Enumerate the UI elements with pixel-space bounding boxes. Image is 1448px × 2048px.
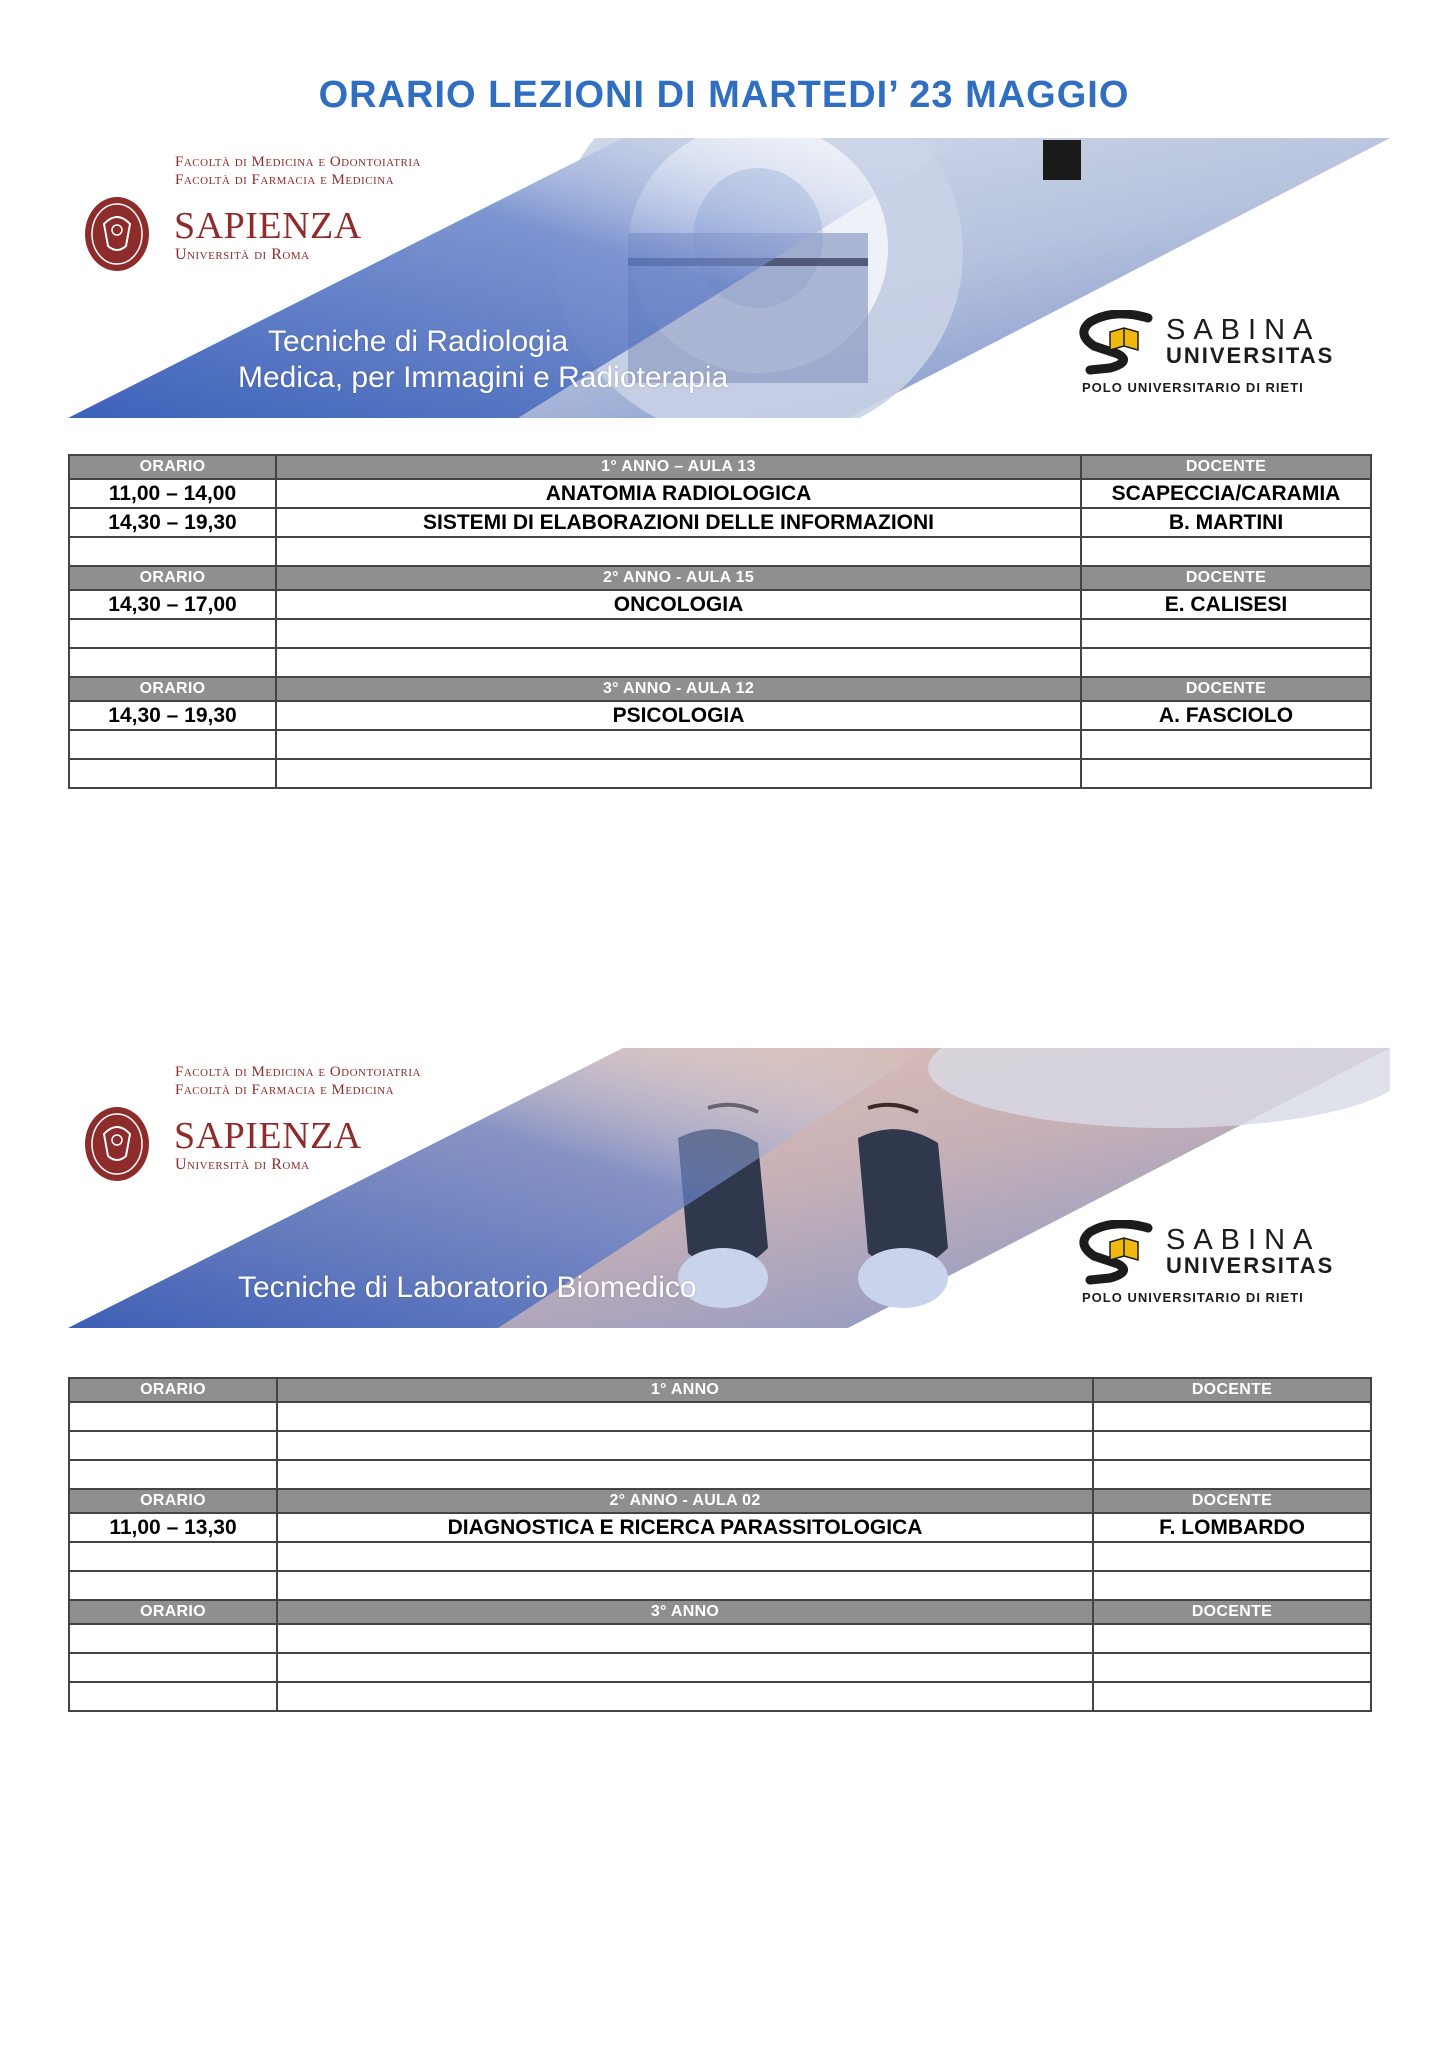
banner-radiologia	[68, 138, 1390, 418]
cell-docente	[1093, 1402, 1371, 1431]
cell-docente	[1093, 1542, 1371, 1571]
table-row	[69, 759, 1371, 788]
cell-orario	[69, 1571, 277, 1600]
cell-lezione: SISTEMI DI ELABORAZIONI DELLE INFORMAZIONI	[276, 508, 1081, 537]
course-title-line-1: Tecniche di Radiologia	[268, 325, 569, 358]
university-city: Università di Roma	[175, 1156, 310, 1173]
course-title-line-2: Medica, per Immagini e Radioterapia	[238, 361, 729, 394]
table-row	[69, 479, 1371, 508]
table-header-row	[69, 1600, 1371, 1624]
header-orario: ORARIO	[69, 566, 276, 590]
cell-lezione: PSICOLOGIA	[276, 701, 1081, 730]
cell-docente	[1081, 619, 1371, 648]
table-header-row	[69, 677, 1371, 701]
cell-lezione	[277, 1431, 1093, 1460]
cell-orario: 14,30 – 17,00	[69, 590, 276, 619]
header-docente: DOCENTE	[1093, 1489, 1371, 1513]
cell-orario	[69, 537, 276, 566]
cell-orario	[69, 1542, 277, 1571]
table-row	[69, 1431, 1371, 1460]
cell-docente	[1081, 759, 1371, 788]
cell-docente: A. FASCIOLO	[1081, 701, 1371, 730]
sapienza-seal-icon	[84, 196, 150, 272]
cell-lezione	[276, 537, 1081, 566]
header-docente: DOCENTE	[1081, 677, 1371, 701]
cell-lezione	[277, 1624, 1093, 1653]
table-row	[69, 701, 1371, 730]
table-row	[69, 1402, 1371, 1431]
table-row	[69, 1682, 1371, 1711]
university-name: SAPIENZA	[174, 205, 362, 247]
cell-lezione	[277, 1653, 1093, 1682]
header-anno: 3° ANNO	[277, 1600, 1093, 1624]
header-docente: DOCENTE	[1093, 1378, 1371, 1402]
table-row	[69, 1513, 1371, 1542]
cell-orario: 14,30 – 19,30	[69, 508, 276, 537]
header-anno: 3° ANNO - AULA 12	[276, 677, 1081, 701]
section-3-anno	[69, 677, 1371, 788]
table-header-row	[69, 1378, 1371, 1402]
cell-docente: SCAPECCIA/CARAMIA	[1081, 479, 1371, 508]
faculty-line-1: Facoltà di Medicina e Odontoiatria	[175, 1064, 421, 1080]
cell-docente	[1093, 1571, 1371, 1600]
table-row	[69, 619, 1371, 648]
cell-lezione: ANATOMIA RADIOLOGICA	[276, 479, 1081, 508]
cell-lezione: ONCOLOGIA	[276, 590, 1081, 619]
cell-lezione: DIAGNOSTICA E RICERCA PARASSITOLOGICA	[277, 1513, 1093, 1542]
header-orario: ORARIO	[69, 455, 276, 479]
cell-lezione	[277, 1402, 1093, 1431]
partner-name: SABINA	[1166, 1224, 1321, 1256]
header-orario: ORARIO	[69, 1378, 277, 1402]
university-name: SAPIENZA	[174, 1115, 362, 1157]
cell-docente	[1093, 1431, 1371, 1460]
table-row	[69, 590, 1371, 619]
cell-orario	[69, 1624, 277, 1653]
schedule-table-radiologia	[68, 454, 1372, 789]
cell-orario	[69, 1460, 277, 1489]
cell-orario: 11,00 – 14,00	[69, 479, 276, 508]
partner-sub: UNIVERSITAS	[1166, 343, 1335, 368]
header-anno: 2° ANNO - AULA 15	[276, 566, 1081, 590]
cell-orario	[69, 648, 276, 677]
header-docente: DOCENTE	[1081, 455, 1371, 479]
cell-lezione	[276, 619, 1081, 648]
section-2-anno	[69, 1489, 1371, 1600]
table-row	[69, 1624, 1371, 1653]
sapienza-seal-icon	[84, 1106, 150, 1182]
cell-docente	[1093, 1682, 1371, 1711]
cell-docente	[1081, 537, 1371, 566]
header-orario: ORARIO	[69, 1489, 277, 1513]
cell-lezione	[276, 730, 1081, 759]
header-anno: 1° ANNO	[277, 1378, 1093, 1402]
header-orario: ORARIO	[69, 1600, 277, 1624]
cell-docente: F. LOMBARDO	[1093, 1513, 1371, 1542]
cell-lezione	[276, 759, 1081, 788]
header-anno: 1° ANNO – AULA 13	[276, 455, 1081, 479]
cell-orario	[69, 1653, 277, 1682]
cell-orario: 14,30 – 19,30	[69, 701, 276, 730]
university-city: Università di Roma	[175, 246, 310, 263]
section-1-anno	[69, 1378, 1371, 1489]
cell-docente	[1081, 730, 1371, 759]
cell-orario: 11,00 – 13,30	[69, 1513, 277, 1542]
table-header-row	[69, 566, 1371, 590]
banner-laboratorio	[68, 1048, 1390, 1328]
section-2-anno	[69, 566, 1371, 677]
cell-docente	[1093, 1460, 1371, 1489]
cell-orario	[69, 619, 276, 648]
cell-orario	[69, 1402, 277, 1431]
cell-lezione	[277, 1571, 1093, 1600]
header-docente: DOCENTE	[1081, 566, 1371, 590]
faculty-line-2: Facoltà di Farmacia e Medicina	[175, 1082, 395, 1098]
partner-polo: POLO UNIVERSITARIO DI RIETI	[1082, 1290, 1304, 1305]
cell-lezione	[276, 648, 1081, 677]
cell-docente	[1093, 1653, 1371, 1682]
page-title: ORARIO LEZIONI DI MARTEDI’ 23 MAGGIO	[318, 74, 1130, 116]
cell-docente	[1081, 648, 1371, 677]
table-row	[69, 1653, 1371, 1682]
faculty-line-1: Facoltà di Medicina e Odontoiatria	[175, 154, 421, 170]
cell-orario	[69, 730, 276, 759]
cell-orario	[69, 759, 276, 788]
table-row	[69, 508, 1371, 537]
table-row	[69, 1460, 1371, 1489]
section-3-anno	[69, 1600, 1371, 1711]
partner-sub: UNIVERSITAS	[1166, 1253, 1335, 1278]
faculty-line-2: Facoltà di Farmacia e Medicina	[175, 172, 395, 188]
schedule-table-laboratorio	[68, 1377, 1372, 1712]
cell-lezione	[277, 1682, 1093, 1711]
section-1-anno	[69, 455, 1371, 566]
table-row	[69, 1542, 1371, 1571]
cell-docente: E. CALISESI	[1081, 590, 1371, 619]
cell-lezione	[277, 1542, 1093, 1571]
table-header-row	[69, 455, 1371, 479]
table-row	[69, 730, 1371, 759]
cell-orario	[69, 1431, 277, 1460]
cell-docente	[1093, 1624, 1371, 1653]
cell-orario	[69, 1682, 277, 1711]
partner-name: SABINA	[1166, 314, 1321, 346]
table-row	[69, 537, 1371, 566]
partner-polo: POLO UNIVERSITARIO DI RIETI	[1082, 380, 1304, 395]
header-docente: DOCENTE	[1093, 1600, 1371, 1624]
header-orario: ORARIO	[69, 677, 276, 701]
table-header-row	[69, 1489, 1371, 1513]
cell-docente: B. MARTINI	[1081, 508, 1371, 537]
table-row	[69, 1571, 1371, 1600]
table-row	[69, 648, 1371, 677]
cell-lezione	[277, 1460, 1093, 1489]
header-anno: 2° ANNO - AULA 02	[277, 1489, 1093, 1513]
course-title-line-1: Tecniche di Laboratorio Biomedico	[238, 1271, 697, 1304]
